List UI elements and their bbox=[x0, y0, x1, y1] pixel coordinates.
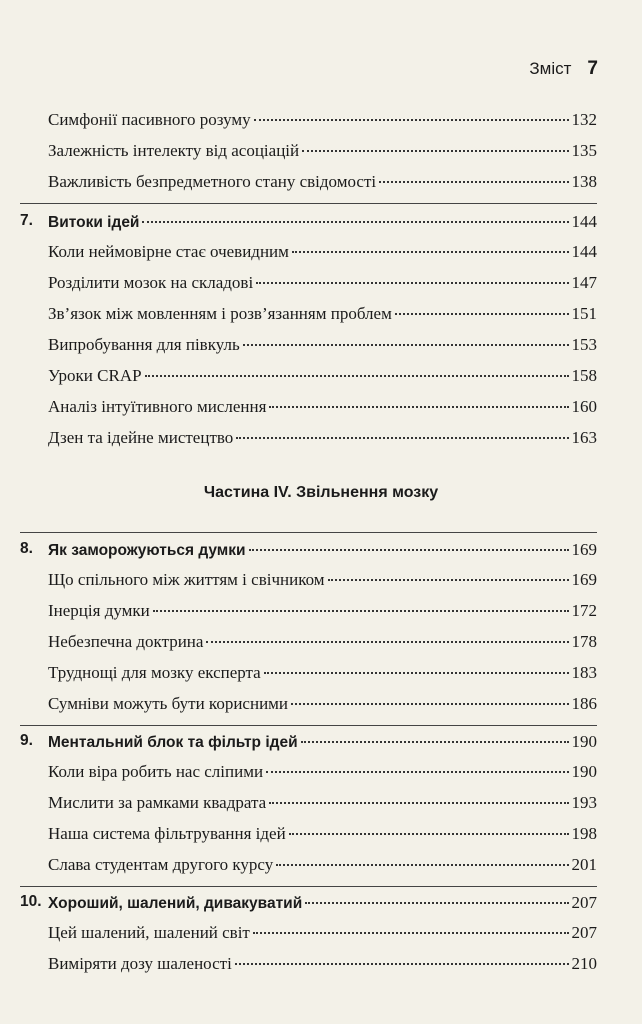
toc-entry: Наша система фільтрування ідей 198 bbox=[48, 824, 597, 843]
chapter-title: Хороший, шалений, дивакуватий bbox=[48, 895, 303, 912]
toc-entry: Коли віра робить нас сліпими 190 bbox=[48, 762, 597, 781]
header-title: Зміст bbox=[529, 59, 572, 78]
toc-entry: Випробування для півкуль 153 bbox=[48, 335, 597, 354]
toc-entry: Інерція думки 172 bbox=[48, 601, 597, 620]
chapter-title: Витоки ідей bbox=[48, 214, 140, 231]
toc-entry: Важливість безпредметного стану свідомості 138 bbox=[48, 172, 597, 191]
toc-entry: Симфонії пасивного розуму 132 bbox=[48, 110, 597, 129]
toc-entry: Мислити за рамками квадрата 193 bbox=[48, 793, 597, 812]
chapter-number: 7. bbox=[20, 212, 33, 229]
toc-chapter: 7. Витоки ідей 144 bbox=[20, 212, 597, 231]
toc-chapter: 8. Як заморожуються думки 169 bbox=[20, 540, 597, 559]
toc-chapter: 10. Хороший, шалений, дивакуватий 207 bbox=[20, 893, 597, 912]
toc-entry: Що спільного між життям і свічником 169 bbox=[48, 570, 597, 589]
section-divider bbox=[20, 203, 597, 204]
toc-entry: Сумніви можуть бути корисними 186 bbox=[48, 694, 597, 713]
header-page-number: 7 bbox=[587, 58, 598, 79]
toc-entry: Зв’язок між мовленням і розв’язанням проблем 151 bbox=[48, 304, 597, 323]
chapter-title: Як заморожуються думки bbox=[48, 542, 246, 559]
toc-entry: Аналіз інтуїтивного мислення 160 bbox=[48, 397, 597, 416]
toc-entry: Небезпечна доктрина 178 bbox=[48, 632, 597, 651]
toc-entry: Розділити мозок на складові 147 bbox=[48, 273, 597, 292]
toc-entry: Цей шалений, шалений світ 207 bbox=[48, 923, 597, 942]
chapter-number: 8. bbox=[20, 540, 33, 557]
toc-entry: Слава студентам другого курсу 201 bbox=[48, 855, 597, 874]
chapter-title: Ментальний блок та фільтр ідей bbox=[48, 734, 298, 751]
chapter-number: 9. bbox=[20, 732, 33, 749]
toc-entry: Дзен та ідейне мистецтво 163 bbox=[48, 428, 597, 447]
toc-chapter: 9. Ментальний блок та фільтр ідей 190 bbox=[20, 732, 597, 751]
chapter-number: 10. bbox=[20, 893, 42, 910]
running-header bbox=[529, 58, 598, 80]
part-heading: Частина IV. Звільнення мозку bbox=[203, 484, 439, 501]
toc-entry: Уроки CRAP 158 bbox=[48, 366, 597, 385]
toc-entry: Коли неймовірне стає очевидним 144 bbox=[48, 242, 597, 261]
toc-entry: Труднощі для мозку експерта 183 bbox=[48, 663, 597, 682]
section-divider bbox=[20, 886, 597, 887]
toc-entry: Залежність інтелекту від асоціацій 135 bbox=[48, 141, 597, 160]
section-divider bbox=[20, 532, 597, 533]
section-divider bbox=[20, 725, 597, 726]
toc-entry: Виміряти дозу шаленості 210 bbox=[48, 954, 597, 973]
